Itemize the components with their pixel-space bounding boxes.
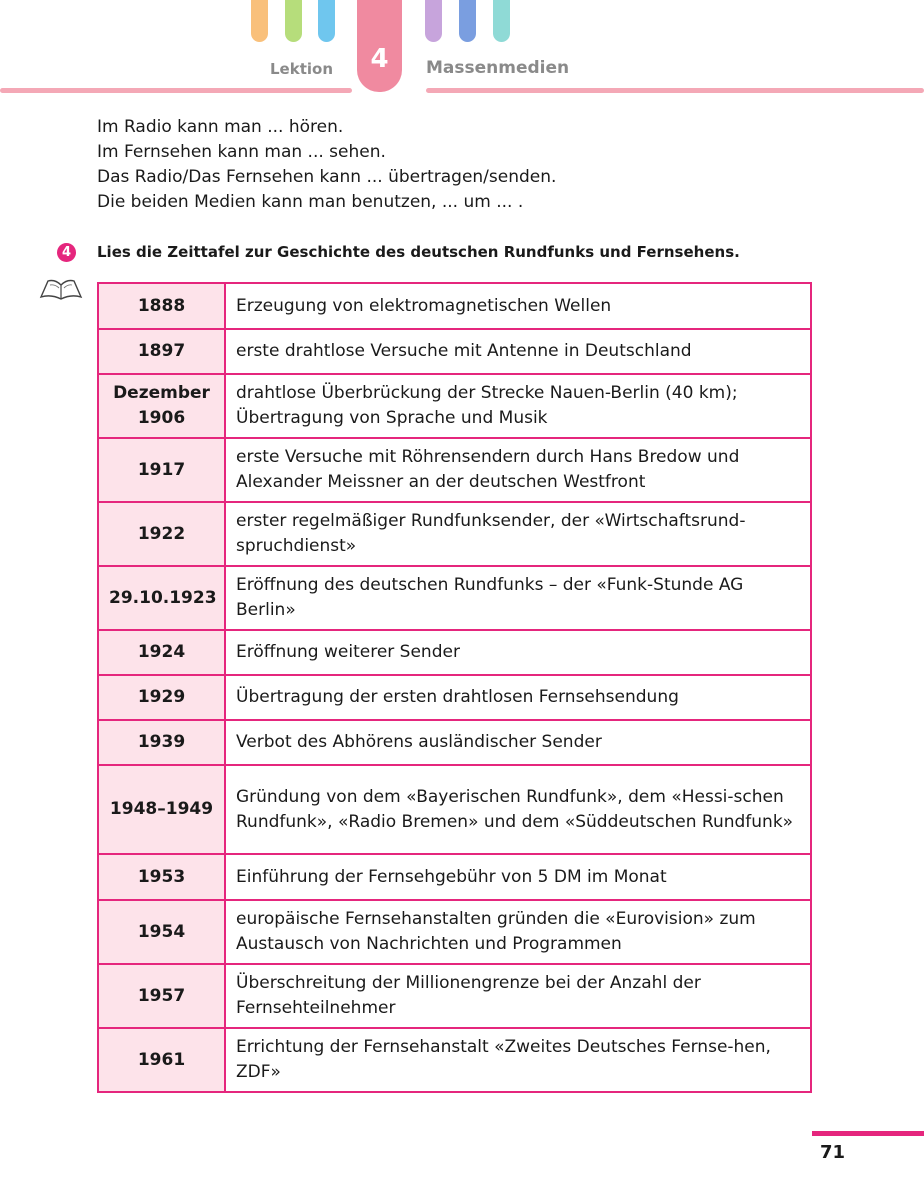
event-cell: drahtlose Überbrückung der Strecke Nauen-Berlin (40 km); Übertragung von Sprache und Musik (225, 374, 811, 438)
lesson-label: Lektion (270, 60, 334, 78)
open-book-icon (38, 273, 84, 303)
year-cell: 1897 (98, 329, 225, 374)
year-cell: Dezember 1906 (98, 374, 225, 438)
table-row (98, 765, 811, 854)
year-cell: 1961 (98, 1028, 225, 1092)
task-number-badge: 4 (57, 243, 76, 262)
year-cell: 1929 (98, 675, 225, 720)
header-tab-purple (425, 0, 442, 42)
lesson-number-tab (357, 0, 402, 92)
year-cell: 29.10.1923 (98, 566, 225, 630)
header-tab-indigo (459, 0, 476, 42)
event-cell: Einführung der Fernsehgebühr von 5 DM im Monat (225, 854, 811, 900)
event-cell: erste drahtlose Versuche mit Antenne in Deutschland (225, 329, 811, 374)
header-line-left (0, 88, 352, 93)
event-cell: erste Versuche mit Röhrensendern durch Hans Bredow und Alexander Meissner an der deutschen Westfront (225, 438, 811, 502)
table-row (98, 566, 811, 630)
intro-line: Das Radio/Das Fernsehen kann ... übertragen/senden. (97, 167, 557, 187)
intro-line: Im Radio kann man ... hören. (97, 117, 344, 137)
footer-accent-line (812, 1131, 924, 1136)
event-cell: Eröffnung des deutschen Rundfunks – der «Funk-Stunde AG Berlin» (225, 566, 811, 630)
year-cell: 1953 (98, 854, 225, 900)
table-row (98, 675, 811, 720)
table-row (98, 720, 811, 765)
event-cell: Gründung von dem «Bayerischen Rundfunk», dem «Hessi-schen Rundfunk», «Radio Bremen» und dem «Süddeutschen Rundfunk» (225, 765, 811, 854)
timeline-table (97, 282, 812, 1093)
table-row (98, 900, 811, 964)
header-tab-green (285, 0, 302, 42)
table-row (98, 630, 811, 675)
event-cell: Eröffnung weiterer Sender (225, 630, 811, 675)
event-cell: Überschreitung der Millionengrenze bei der Anzahl der Fernsehteilnehmer (225, 964, 811, 1028)
year-cell: 1917 (98, 438, 225, 502)
intro-line: Die beiden Medien kann man benutzen, ... um ... . (97, 192, 524, 212)
header-line-right (426, 88, 924, 93)
header-tab-teal (493, 0, 510, 42)
task-instruction: Lies die Zeittafel zur Geschichte des deutschen Rundfunks und Fernsehens. (97, 243, 740, 261)
table-row (98, 854, 811, 900)
lesson-number: 4 (370, 44, 389, 74)
year-cell: 1888 (98, 283, 225, 329)
event-cell: Verbot des Abhörens ausländischer Sender (225, 720, 811, 765)
event-cell: Errichtung der Fernsehanstalt «Zweites Deutsches Fernse-hen, ZDF» (225, 1028, 811, 1092)
topic-title: Massenmedien (426, 58, 570, 78)
event-cell: erster regelmäßiger Rundfunksender, der «Wirtschaftsrund-spruchdienst» (225, 502, 811, 566)
event-cell: Erzeugung von elektromagnetischen Wellen (225, 283, 811, 329)
table-row (98, 329, 811, 374)
event-cell: Übertragung der ersten drahtlosen Fernsehsendung (225, 675, 811, 720)
year-cell: 1939 (98, 720, 225, 765)
table-row (98, 438, 811, 502)
table-row (98, 964, 811, 1028)
year-cell: 1954 (98, 900, 225, 964)
intro-sentences (97, 115, 857, 215)
table-row (98, 502, 811, 566)
year-cell: 1957 (98, 964, 225, 1028)
event-cell: europäische Fernsehanstalten gründen die «Eurovision» zum Austausch von Nachrichten und Programmen (225, 900, 811, 964)
year-cell: 1924 (98, 630, 225, 675)
header-tab-orange (251, 0, 268, 42)
table-row (98, 283, 811, 329)
table-row (98, 1028, 811, 1092)
year-cell: 1922 (98, 502, 225, 566)
table-row (98, 374, 811, 438)
page-number: 71 (820, 1142, 846, 1163)
intro-line: Im Fernsehen kann man ... sehen. (97, 142, 386, 162)
year-cell: 1948–1949 (98, 765, 225, 854)
header-tab-blue (318, 0, 335, 42)
